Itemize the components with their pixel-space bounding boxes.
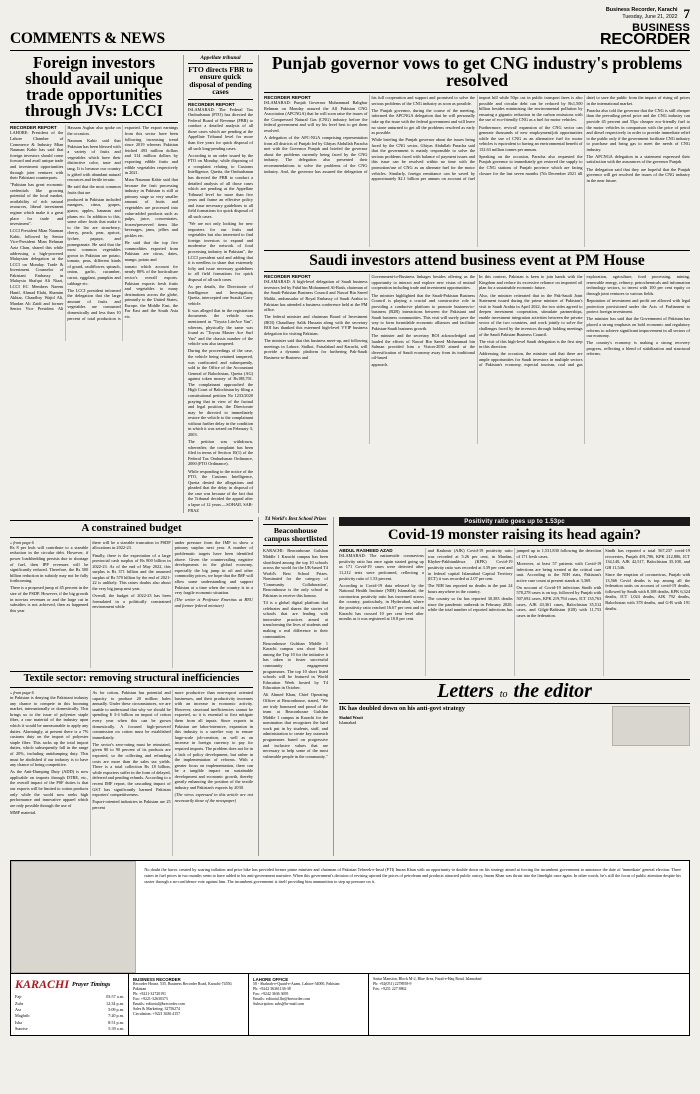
paragraph: Also, the minister reiterated that in the Pak-Saudi Joint Statement issued during the prime minister of Pakistan's visit to Saudi Arabia in April 2022, the two sides agreed to deepen investment cooperation, stimulate partnerships, enable investment integration activities between the private sector of the two countries, and work jointly to solve the challenges faced by the investors through holding meetings of the Saudi Pakistan Business Council. bbox=[479, 292, 583, 337]
paragraph: produced in Pakistan included mangoes, citrus, grapes, guava, apples, bananas and plums etc. In addition to this, some other fruits that make it to the list are strawberry, cherry, peach, pear, apricot, lychee, papaya, and pomegranate. He said that the most common vegetables grown in Pakistan are potato, tomato, peas, different kinds of gourd, cauliflower, spinach, onion, garlic, cucumber, carrot, eggplant, pumpkin and cabbage etc. bbox=[67, 196, 121, 286]
office-email: Emails: editorial.lhr@brecorder.com bbox=[253, 997, 311, 1002]
publication-date: Tuesday, June 21, 2022 bbox=[622, 14, 678, 21]
prayer-name: Asr bbox=[15, 1006, 22, 1012]
paragraph: Government-to-Business linkages besides offering us the opportunity to interact and explore new vistas of mutual cooperation including trade and investment opportunities. bbox=[371, 274, 475, 291]
paragraph: T4 is a global digital platform that celebrates and shares the stories of schools that are leading with innovative practices aimed at transforming the lives of students and making a real difference to their communities. bbox=[263, 600, 328, 639]
author-note: (The writer is Professor Emeritus at BNU and former federal minister) bbox=[174, 597, 253, 608]
paragraph: While briefing the Punjab governor about the issues being faced by the CNG sector, Ghiyas Abdullah Paracha said that the government is mainly responsible to solve the serious problems faced with balance of payment issues and this issue can be resolved within no time with the promotion/use of CNG as an alternate fuel for the motor vehicles. Similarly, foreign remittance can be saved by approximately $2.1 billion per annum on account of fuel import bill while 50pc cut in public transport fares is also possible and circular debt can be reduced by Rs1,500 billion besides minimising the environmental pollution by ensuring a gigantic reduction in the carbon emissions with the use of eco-friendly CNG as a fuel for motor vehicles. bbox=[371, 95, 583, 182]
paragraph: more productive than non-export oriented businesses, and their productivity increases with an increase in economic activity. However, structural inefficiencies cannot be exported, so it is essential to first mitigate them from all inputs. Since exports in Pakistan are labor-intensive, expansion in this industry is a surefire way to ensure large-scale job-creation, as well as an increase in foreign currency to pay for required imports. The problem does not lie in a lack of policy development, but rather in the implementation of reforms. With a greater focus on implementation, there can be a tangible impact on sustainable development and economic growth, thereby greatly enhancing the position of the textile industry and Pakistan's exports by 2030. bbox=[174, 690, 253, 790]
textile-continuation: » from page 6 bbox=[10, 690, 34, 696]
article-fto bbox=[183, 55, 253, 513]
covid-body bbox=[339, 548, 690, 676]
paragraph: Beaconhouse Gulshan Middle 1 Karachi campus was short listed among the Top 10 for the initiative it has taken to foster successful community engagement programmes. The top 10 short listed schools will be featured in World Education Week hosted by T4 Education in October. bbox=[263, 640, 328, 691]
paragraph: The minister has said that the Government of Pakistan has placed a strong emphasis on bold economic and regulatory reforms to achieve significant improvement in all sectors of our economy. bbox=[586, 316, 690, 339]
prayer-time: 7:20 p.m. bbox=[108, 1013, 124, 1019]
office-phone: Ph: +92(051) 2278958-9 bbox=[373, 982, 412, 987]
paragraph: Reputation of investment and profit are allowed with legal protection provisioned under the Acts of Parliament to protect foreign investment. bbox=[586, 298, 690, 315]
paragraph: Ali Ahmed Khan, Chief Operating Officer at Beaconhouse, stated, "We are truly honoured and proud of the team at Beaconhouse Gulshan Middle 1 campus in Karachi for the nomination that recognizes the hard work put in by students, staff, and administration to create key outreach programmes based on progressive and inclusive values that are necessary to help some of the most vulnerable people in the community." bbox=[263, 692, 328, 759]
paragraph: He said that the most common fruits that are bbox=[67, 184, 121, 195]
letters-word-2: to bbox=[499, 689, 508, 701]
article-lcci bbox=[10, 52, 178, 513]
paragraph: tomato which account for nearly 80% of the horticulture sector's overall exports. Pakistan exports fresh fruits and vegetables to many destinations across the globe, primarily to the United States, Europe, the Middle East, the Far East and the South Asia etc. bbox=[124, 263, 178, 320]
paragraph: LCCI President Mian Nauman Kabir, followed by Senior Vice-President Mian Rehman Aziz Chan, shared this while addressing a high-powered Malaysian delegation at the LCCI on Monday. Trade & Investment Counselor of Pakistani Embassy in Malaysia Shafqat Ali Niazi, LCCI EC Members Naeem Hanif, Ahmad Elahi, Shamim Akhtar, Chaudhry Wajid Ali, Mardan Ali Zaidi and former Senior Vice President Ali Hassam Asghar also spoke on the occasion. bbox=[10, 125, 121, 312]
budget-headline: A constrained budget bbox=[81, 522, 182, 535]
paragraph: The minister and the secretary BOI acknowledged and lauded the efforts of Nawaf Bin Saeed Mohammad bin Salman provided him a Vision-2030 aimed at the diversification of Saudi economy away from its traditional oil-based bbox=[371, 333, 475, 361]
office-sales: Sales & Marketing: 32756274 bbox=[133, 1006, 181, 1011]
lahore-office-box bbox=[249, 974, 369, 1035]
paragraph: ISLAMABAD: The nationwide coronavirus positivity ratio has once again started going up as 171 Covid-19 cases were detected after 11,212 tests were performed, reflecting a positivity ratio of 1.53 percent. bbox=[339, 553, 424, 581]
paragraph: MMF material. bbox=[10, 809, 37, 815]
right-stack bbox=[333, 517, 690, 856]
brand-line-1: BUSINESS bbox=[632, 22, 690, 34]
office-title: BUSINESS RECORDER bbox=[133, 977, 181, 983]
paragraph: As the Anti-Dumping Duty (ADD) is now applicable on imports through DTRE, etc., the overall impact of the PSF duties is that our exports will be limited to cotton products only while the world now seeks high performance and innovative apparel which are only possible through the use of bbox=[10, 769, 89, 808]
paragraph: Finally, there is the expectation of a large provincial cash surplus of Rs 800 billion in 2022-23. As of the end of May 2022, this surplus is Rs 371 billion and the assumed surplus of Rs 570 billion by the end of 2021-22 is unlikely. This raises doubts also about the very big jump next year. bbox=[92, 552, 171, 592]
karachi-office-box bbox=[129, 974, 249, 1035]
paragraph: Paracha also told the governor that the CNG is still cheaper than the prevailing petrol price and the CNG industry can provide 45 percent and 55pc cheaper eco-friendly fuel to the motor vehicles in comparison with the price of petrol and diesel respectively in order to provide immediate relief to the public only if the government facilitate CNG industry to purchase and bring gas to meet the needs of CNG industry. bbox=[586, 107, 690, 152]
paragraph: While responding to the notice of the FTO, the Customs Intelligence, Quetta denied the allegations and pleaded that the delay in disposal of the case was because of the fact that the Tribunal decided the appeal after a lapse of 12 years.—SOHAIL SAR-FRAZ bbox=[188, 468, 253, 513]
paragraph: The petition was withdrawn, whereafter, the complaint has been filed in terms of Section 10(1) of the Federal Tax Ombudsman Ordinance, 2000 (FTO Ordinance). bbox=[188, 439, 253, 467]
article-beaconhouse bbox=[258, 517, 328, 856]
brand-line-2: RECORDER bbox=[600, 31, 690, 49]
covid-byline: ABDUL RASHEED AZAD bbox=[339, 548, 393, 554]
paragraph: LAHORE: President of the Lahore Chamber of Commerce & Industry Mian Nauman Kabir has said that foreign investors should come forward and avail unique trade and investment opportunities through joint ventures with their Pakistani counterparts. bbox=[10, 130, 64, 181]
fto-kicker: Appellate tribunal bbox=[200, 54, 241, 61]
lcci-body bbox=[10, 125, 178, 341]
paragraph: The sector's zero-rating must be reinstated, given 80 to 90 percent of its products are exported, so the collecting and refunding costs are more than the sales tax yields. There is a total collection Rs 18 billion, while exporters suffer in the form of delayed, deferred and pending refunds. According to a recent IMF report, the cascading impact of GST has significantly harmed Pakistan exporters' competitiveness. bbox=[92, 741, 171, 798]
header-meta bbox=[606, 6, 678, 22]
office-title: LAHORE OFFICE bbox=[253, 977, 289, 983]
letters-word-1: Letters bbox=[437, 680, 494, 703]
office-phone: Ph: +9221-32720191 bbox=[133, 992, 166, 997]
brand-mark: KARACHI bbox=[15, 977, 70, 992]
paragraph: Nauman Kabir said that Pakistan has been blessed with a variety of fruits and vegetables which have their distinctive color, taste and tang. It is because our country is gifted with abundant natural resources and fertile terrain. bbox=[67, 138, 121, 183]
paragraph: ISLAMABAD: The Federal Tax Ombudsman (FTO) has directed the Federal Board of Revenue (FBR) to conduct a detailed analysis of all those cases which are pending at the Appellate Tribunal level for more than five years for quick disposal of all such long-pending cases. bbox=[188, 106, 253, 151]
prayer-timings-title: Prayer Timings bbox=[72, 981, 111, 988]
paragraph: Rs 8 per kwh will contribute to a sizeable reduction in the circular debt. However, if power loadshedding persists due to shortage of fuel, then IPP revenues will be significantly reduced. Therefore, the Rs 500 billion reduction in subsidy may not be fully forthcoming. bbox=[10, 544, 89, 584]
paragraph: Speaking on the occasion, Paracha also requested the Punjab governor to immediately get restored the supply to the CNG stations of Punjab province which are facing closure for the last seven months (7th December 2021 till date) to save the public from the impact of rising oil prices in the international market. bbox=[479, 95, 690, 176]
paragraph: there will be a sizeable truncation in PSDP allocations in 2022-23. bbox=[92, 539, 171, 551]
positivity-bar: Positivity ratio goes up to 1.53pc bbox=[339, 517, 690, 526]
paragraph: in Pakistan is denying the Pakistani industry any chance to compete in this booming market, internationally or domestically. This brings us to the issue of polyester staple fiber, a raw material of the industry upon which it would be unreasonable to apply any duties. Alarmingly, at present there is a 7% customs duty on the import of polyester staple fiber. This racks up the total import duties, which subsequently fall in the range of 20%, including antidumping duty. This must be abolished if our industry is to have any chance of being competitive. bbox=[10, 695, 89, 768]
budget-continuation: » from page 6 bbox=[10, 539, 34, 545]
letters-section bbox=[339, 682, 690, 746]
page-number: 7 bbox=[683, 6, 690, 21]
paragraph: The country's economy is making a strong recovery progress, reflecting a blend of stabilization and structural reforms. bbox=[586, 340, 690, 357]
punjab-body bbox=[264, 95, 690, 247]
paragraph: Moreover, at least 57 patients with Covid-19 infections are being treated at the critical care unit. According to the NIH stats, Pakistan's active case count at present stands at 3,369. bbox=[516, 560, 602, 583]
paragraph: Overall, the budget of 2022-23 has been formulated in a politically constrained environment while bbox=[92, 593, 171, 610]
saudi-body bbox=[264, 274, 690, 444]
section-title: COMMENTS & NEWS bbox=[10, 29, 165, 47]
office-circulation: Circulation: +9221 3636 4157 bbox=[133, 1011, 181, 1016]
prayer-name: Isha bbox=[15, 1019, 22, 1025]
paragraph: The country so far has reported 30,383 deaths since the pandemic outbreak in February 2020, while the total number of reported infections has jumped up to 1,531,830 following the detection of 171 fresh cases. bbox=[427, 548, 602, 613]
imprint-panel bbox=[10, 860, 690, 1036]
paragraph: The NIH has reported no deaths in the past 24 hours anywhere in the country. bbox=[427, 583, 513, 594]
prayer-name: Sunrise bbox=[15, 1025, 28, 1031]
paragraph: The LCCI president informed the delegation that the large amount of fruits and vegetables are consumed domestically and less than 10 percent of total production is exported. The export earnings from this sector have been following increasing trend since 2019 whereas Pakistan fetched 493 million dollars and 314 million dollars by exporting edible fruits and edible vegetables respectively in 2021. bbox=[67, 125, 178, 321]
budget-body bbox=[10, 540, 253, 668]
letter-headline: IK has doubled down on his anti-govt strategy bbox=[339, 705, 465, 713]
prayer-time: 12:34 p.m. bbox=[105, 1000, 124, 1006]
paragraph: The Punjab governor, during the course of the meeting, informed the APCNGA delegation that he will personally take up the issue with the federal government and will leave no stone unturned to get all the problems resolved as early as possible. bbox=[371, 107, 475, 136]
paragraph: According to Covid-19 data released by the National Health Institute (NIH) Islamabad, the coronavirus positivity ratio has increased across the country, particularly, in Hyderabad, where the positivity ratio reached 16.67 per cent and in Karachi has crossed 10 per cent level after months as it was registered at 10.8 per cent. bbox=[339, 582, 424, 622]
paragraph: The minister highlighted that the Saudi-Pakistan Business Council is playing a crucial and constructive role in providing a conducive platform to promote business-to-business (B2B) interactions between the Pakistani and Saudi business communities. This visit will surely pave the way to form formidable economic alliances and facilitate Pakistan-Saudi business growth. bbox=[371, 292, 475, 331]
paragraph: "Pakistan has great economic credentials like growing potential of the local market, availability of rich natural resources, liberal investment regime which make it a great place for trade and investment". bbox=[10, 182, 64, 227]
prayer-name: Maghrib bbox=[15, 1013, 30, 1019]
left-stack bbox=[10, 517, 253, 856]
office-fax: Fax: +9221-32630373 bbox=[133, 997, 168, 1002]
imprint-footer bbox=[11, 973, 689, 1035]
paragraph: approach. bbox=[371, 362, 389, 368]
imprint-top bbox=[11, 861, 689, 973]
cartoon-image bbox=[11, 861, 136, 973]
article-punjab bbox=[258, 52, 690, 513]
brand-logo bbox=[600, 23, 690, 48]
office-phone: Ph: +9242 36361136-38 bbox=[253, 987, 291, 992]
beacon-kicker: T4 World's Best School Prizes bbox=[264, 517, 327, 523]
office-email: Emails: editorial@brecorder.com bbox=[133, 1001, 185, 1006]
paragraph: and Kashmir (AJK) Covid-19 positivity ratio was recorded at 5.26 per cent, in Mardan, Khyber-Pakhtunkhwa (KPK) Covid-19 positivity ratio was recorded at 3.39 per cent and in federal capital Islamabad Capital Territory (ICT) it was recorded at 2.07 per cent. bbox=[427, 548, 513, 582]
paragraph: He said that the top five commodities exported from Pakistan are citrus, dates, mango, potato and bbox=[124, 240, 178, 262]
paragraph: ISLAMABAD: Punjab Governor Muhammad Balighur Rehman on Monday assured the All Pakistan CNG Association (APCNGA) that he will soon raise the issues of the Compressed Natural Gas (CNG) industry before the federal government and will try his level best to get them resolved. bbox=[264, 100, 368, 133]
page-header bbox=[10, 6, 690, 22]
article-saudi bbox=[264, 253, 690, 444]
office-address: Sattar Mansion, Block M-2, Blue Area, Fazal-e-Haq Road, Islamabad bbox=[373, 977, 482, 982]
office-address: Recorder House, 535, Business Recorder Road, Karachi-74550, Pakistan bbox=[133, 982, 233, 992]
letter-author: Shahid Wasti bbox=[339, 715, 363, 721]
paragraph: During the proceedings of the case, the vehicle being retained tampered, was confiscated and subsequently, sold to the Office of the Accountant General of Balochistan, Quetta (AG) against token money of Rs188,701. The complainant approached the High Court of Balochistan by filing a constitutional petition No 1233/2020 praying that in view of the factual and legal position, the Directorate may be directed to immediately restore the vehicle to the complainant without further delay in the condition in which it was seized on February 3, 2003. bbox=[188, 348, 253, 438]
punjab-headline: Punjab governor vows to get CNG industry's problems resolved bbox=[271, 52, 683, 90]
office-subscription: Subscription: subs@br-mail.com bbox=[253, 1001, 305, 1006]
office-fax: Fax: +9242 3636 3695 bbox=[253, 992, 289, 997]
paragraph: "We are not only looking for new importers for our fruits and vegetables but also interested to find foreign investors to expand and modernise the network of food processing industry in Pakistan", the LCCI president said and adding that it is needless to share that extremely lofty and issue necessary guidelines to all field formations for quick disposal of all such cases. bbox=[188, 221, 253, 282]
paragraph: Export-oriented industries in Pakistan are 25 percent bbox=[92, 799, 171, 810]
paragraph: ISLAMABAD: A high-level delegation of Saudi business investors led by Fahd bin Mohammed Al-Bash, chairman of the Saudi-Pakistan Business Council and Nawaf Bin Saeed Maliki, ambassador of Royal Embassy of Saudi Arabia to Pakistan has attended a business conference held at the PM office. bbox=[264, 279, 368, 313]
paragraph: It was alleged that in the registration documents the vehicle was mentioned as "Toyota LiteAce Van", whereas, physically the same was found as "Toyota Master Ace Surf Van" and the chassis number of the vehicle was also tampered. bbox=[188, 307, 253, 347]
paragraph: The federal minister and chairman Board of Investment (BOI) Chaudhary Salik Hussain along with the secretary BOI has thanked this esteemed high-level VVIP business delegation for visiting Pakistan. bbox=[264, 314, 368, 336]
office-fax: Fax: +9251 227 8862 bbox=[373, 987, 407, 992]
paragraph: The minister said that this business meet-up, and following meetings in Lahore, Sialkot, Faisalabad and Karachi, will provide a dynamic platform for furthering Pak-Saudi Business-to-Business and bbox=[264, 338, 368, 360]
covid-headline: Covid-19 monster raising its head again? bbox=[387, 527, 642, 544]
textile-body bbox=[10, 690, 253, 856]
paragraph: Furthermore, revival/ expansion of the CNG sector can generate thousands of new employment/job opportunities while the use of CNG as an alternative fuel for motor vehicles is equivalent to having an environmental benefit of 152.63 million tonnes per annum. bbox=[479, 124, 583, 152]
prayer-timings-box bbox=[11, 974, 129, 1035]
prayer-time: 5:39 a.m. bbox=[108, 1025, 124, 1031]
paragraph: There is a proposed jump of 45 percent in the size of the PSDP. However, if the big growth in non-tax revenues or and the large cut in subsidies is not achieved, then as happened this year bbox=[10, 585, 89, 613]
paragraph: Addressing the occasion, the minister said that there are ample opportunities for Saudi investors in multiple sectors of Pakistan's economy, especial tourism, coal and gas exploration, agriculture, food processing, mining, renewable energy, refinery, petrochemicals and information technology sectors, to invest with 100 per cent equity or through joint ventures to various fields. bbox=[479, 274, 690, 368]
beacon-headline: Beaconhouse campus shortlisted bbox=[264, 526, 327, 543]
office-address: 58 - Shahrah-e-Quaid-e-Azam, Lahore-54000, Pakistan bbox=[253, 982, 340, 987]
paragraph: Mian Nauman Kabir said that because the fruit processing industry in Pakistan is still at primary stage so very smaller amount of fruits and vegetables are processed into value-added products such as pulps, juice, concentrates, frozen/preserved items like beverages, jams, jellies and pickles etc. bbox=[124, 177, 178, 238]
paragraph: On account of Covid-19 infections Sindh with 578,278 cases is on top, followed by Punjab with 507,692 cases, KPK 219,794 cases, ICT 135,763 cases, AJK 43,361 cases, Balochistan 35,512 cases, and Gilgit-Baltistan (GB) with 11,753 cases in the federation. bbox=[516, 584, 602, 618]
saudi-byline: RECORDER REPORT bbox=[264, 274, 311, 280]
paragraph: Sindh has reported a total 567,237 covid-19 recoveries, Punjab 491,786, KPK 212,886, ICT 134,140, AJK 42,517, Balochistan 35,108, and GB 11,546. bbox=[605, 548, 690, 571]
paragraph: The APCNGA delegation in a statement expressed their satisfaction with the assurances of the governor Punjab. bbox=[586, 153, 690, 165]
paragraph: KARACHI: Beaconhouse Gulshan Middle 1 Karachi campus has been shortlisted among the top 10 schools across the world for the UK-based T4 World's Best School Prizes. Nominated for the category of 'Community Collaboration', Beaconhouse is the only school in Pakistan to receive this honour. bbox=[263, 548, 328, 599]
author-note: (The views expressed in this article are not necessarily those of the newspaper) bbox=[174, 792, 253, 803]
letters-word-3: the editor bbox=[513, 680, 592, 703]
paragraph: under pressure from the IMF to show a primary surplus next year. A number of problematic targets have been identified above. Given the countervailing negative developments in the global economy, especially the big jump in oil and other commodity prices, we hope that the IMF will allow some understanding and support Pakistan at a time when the country is in a very fragile economic situation. bbox=[174, 539, 253, 596]
islamabad-office-box bbox=[369, 974, 689, 1035]
fto-byline: RECORDER REPORT bbox=[188, 101, 235, 107]
prayer-time: 8:51 p.m. bbox=[108, 1019, 124, 1025]
punjab-byline: RECORDER REPORT bbox=[264, 95, 311, 101]
lcci-headline: Foreign investors should avail unique trade opportunities through JVs: LCCI bbox=[24, 52, 164, 121]
letters-title bbox=[339, 680, 690, 703]
letter-author-city: Islamabad bbox=[339, 720, 357, 726]
lead-area bbox=[10, 52, 690, 513]
paragraph: According to an order issued by the FTO on Monday, while disposing of a complaint relating to Customs Intelligence, Quetta, the Ombudsman has directed the FBR to conduct a detailed analysis of all those cases which are pending at the Appellate Tribunal level for more than five years and frame an effective policy and issue necessary guidelines to all field formations for quick disposal of all such cases. bbox=[188, 152, 253, 220]
masthead bbox=[10, 23, 690, 51]
lcci-byline: RECORDER REPORT bbox=[10, 125, 57, 131]
prayer-time: 03:57 a.m. bbox=[106, 994, 124, 1000]
letter-photo bbox=[612, 706, 690, 746]
textile-headline: Textile sector: removing structural inefficiencies bbox=[23, 672, 240, 684]
prayer-time: 5:09 p.m. bbox=[108, 1006, 124, 1012]
paragraph: As for cotton, Pakistan has potential and capacity to produce 20 million bales annually. Under these circumstances, we are unable to understand that why we should be spending $ 3-4 billion on import of cotton every year when this can be grown domestically. A focused high-powered commission on cotton must be established immediately. bbox=[92, 690, 171, 740]
fto-headline: FTO directs FBR to ensure quick disposal of pending cases bbox=[188, 64, 253, 97]
paragraph: A delegation of the APC-NGA comprising representation from all districts of Punjab led by Ghiyas Abdullah Paracha met with the Governor Punjab and briefed the governor about the problems currently being faced by the CNG industry. The delegation also presented their recommendations to solve the problems of the CNG industry. And, the governor has assured the delegation of his full cooperation and support and promised to solve the serious problems of the CNG industry as soon as possible. bbox=[264, 95, 475, 174]
prayer-name: Fajr bbox=[15, 994, 22, 1000]
mid-band bbox=[10, 517, 690, 856]
prayer-name: Zuhr bbox=[15, 1000, 24, 1006]
paragraph: As per details, the Directorate of Intelligence and Investigation, Quetta, intercepted one Suzuki Carry vehicle. bbox=[188, 284, 253, 306]
paragraph: Since the eruption of coronavirus, Punjab with 13,566 Covid deaths is top among all the federation units on account of covid-19 deaths, followed by Sindh with 8,108 deaths, KPK 6,324 deaths, ICT 1,024 deaths, AJK 792 deaths, Balochistan with 378 deaths, and G-B with 191 deaths. bbox=[605, 572, 690, 611]
saudi-headline: Saudi investors attend business event at PM House bbox=[309, 252, 645, 270]
paragraph: In this context, Pakistan is keen to join hands with the Kingdom and reduce its excessive reliance on imported oil plan for a sustainable economic future. bbox=[479, 274, 583, 291]
paragraph: The delegation said that they are hopeful that the Punjab governor will get resolved the issues of the CNG industry in the near future. bbox=[586, 166, 690, 183]
paragraph: The visit of this high-level Saudi delegation is the first step in this direction. bbox=[479, 338, 583, 350]
editorial-note: No doubt the havoc created by soaring inflation and price hike has provided former prime minister and chairman of Pakistan Tehreek-e-Insaf (PTI) Imran Khan with an opportunity to double down on his strategy aimed at forcing the incumbent government to announce the date of 'immediate' general election. Three raises in fuel prices in two months seem to have added to his anti-government narrative. When this government's decision of revising upward the prices of petroleum and products attracted public outcry, Imran Khan was thrust into the limelight once again. In other words, he's still the focus of public attention despite his ouster through a no-confidence vote against him. The incumbent government is itself providing him ammunition to step up pressure on it. bbox=[144, 867, 681, 884]
publication-name: Business Recorder, Karachi bbox=[605, 7, 678, 13]
